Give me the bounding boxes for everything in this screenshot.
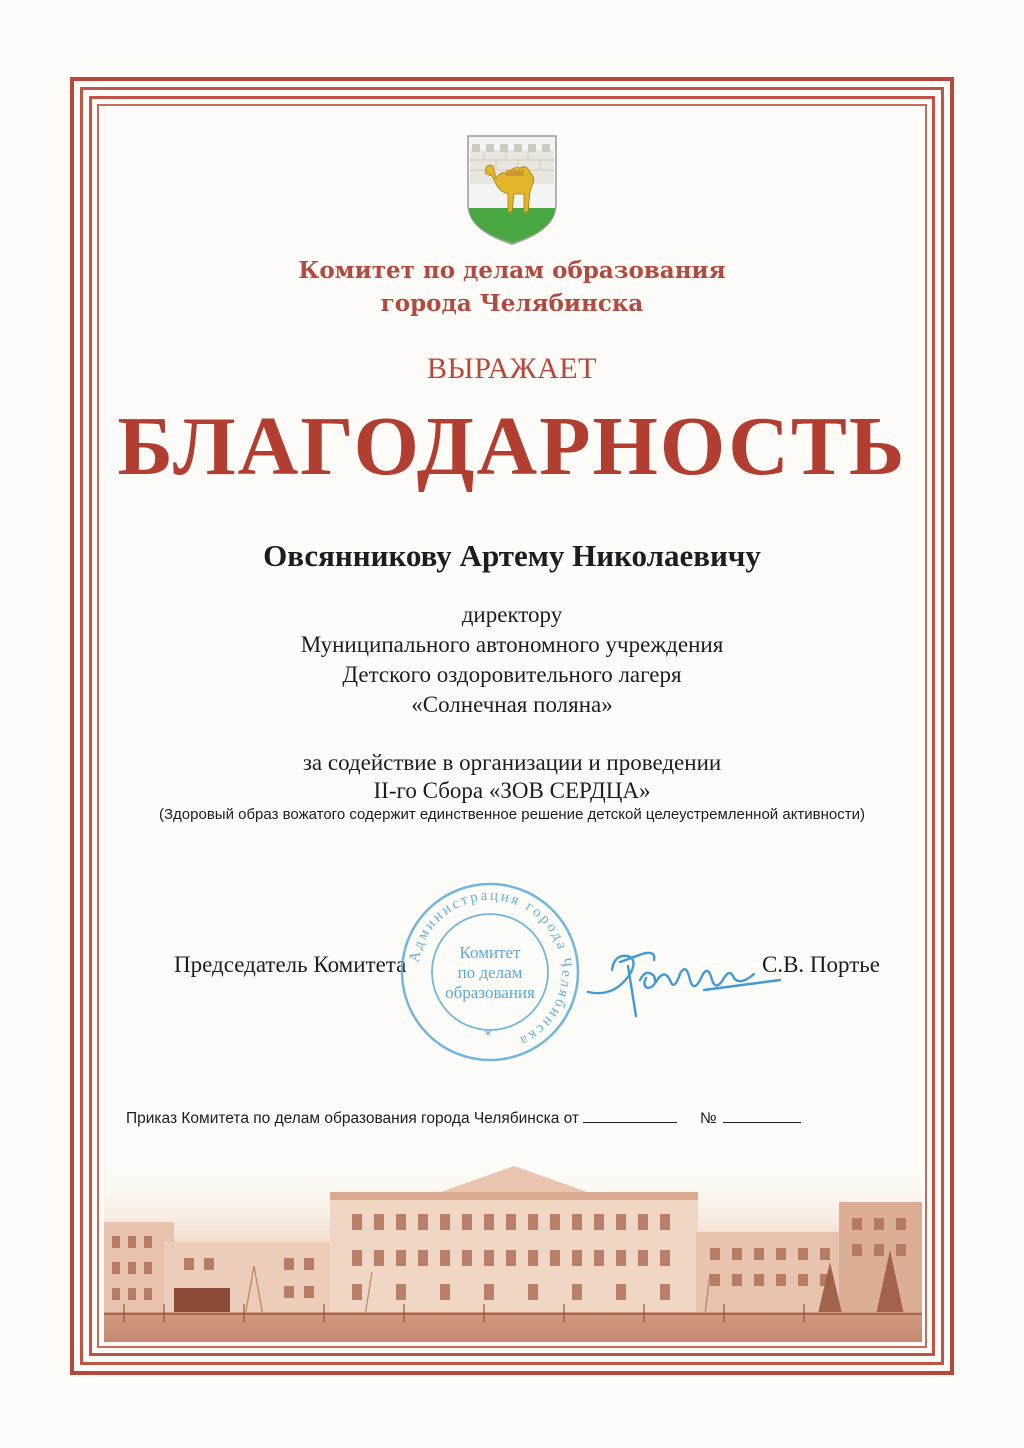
certificate-title: БЛАГОДАРНОСТЬ (117, 400, 907, 493)
expresses-label: ВЫРАЖАЕТ (427, 352, 597, 385)
position-line: директору (461, 602, 563, 627)
org-line-2: города Челябинска (380, 290, 644, 317)
signer-title: Председатель Комитета (174, 952, 407, 977)
order-number-sign: № (699, 1110, 717, 1127)
school-building-image-icon (104, 1162, 922, 1342)
reason-line-2: II-го Сбора «ЗОВ СЕРДЦА» (373, 778, 651, 803)
order-number-blank (723, 1108, 801, 1123)
official-stamp-icon (398, 880, 582, 1064)
stamp-center-line-2: по делам (457, 963, 523, 982)
recipient-position (104, 600, 920, 720)
order-date-blank (583, 1108, 677, 1123)
reason-line-1: за содействие в организации и проведении (302, 750, 722, 775)
position-line: Муниципального автономного учреждения (300, 632, 724, 657)
order-text: Приказ Комитета по делам образования города Челябинска от (126, 1110, 580, 1127)
position-line: Детского оздоровительного лагеря (342, 662, 682, 687)
coat-of-arms-icon (466, 134, 558, 246)
order-line (126, 1108, 801, 1128)
stamp-ring-text: Администрация города Челябинска (406, 887, 575, 1050)
organization-name (104, 254, 920, 320)
position-line: «Солнечная поляна» (411, 692, 613, 717)
handwritten-signature-icon (584, 940, 784, 1020)
signer-name: С.В. Портье (762, 952, 880, 977)
reason-text (104, 749, 920, 805)
stamp-center-line-1: Комитет (459, 943, 521, 962)
recipient-name: Овсянникову Артему Николаевичу (263, 538, 761, 573)
org-line-1: Комитет по делам образования (298, 257, 726, 284)
stamp-center-line-3: образования (445, 983, 535, 1002)
svg-text:*: * (484, 1028, 492, 1044)
event-motto: (Здоровый образ вожатого содержит единственное решение детской целеустремленной активности) (158, 806, 866, 823)
